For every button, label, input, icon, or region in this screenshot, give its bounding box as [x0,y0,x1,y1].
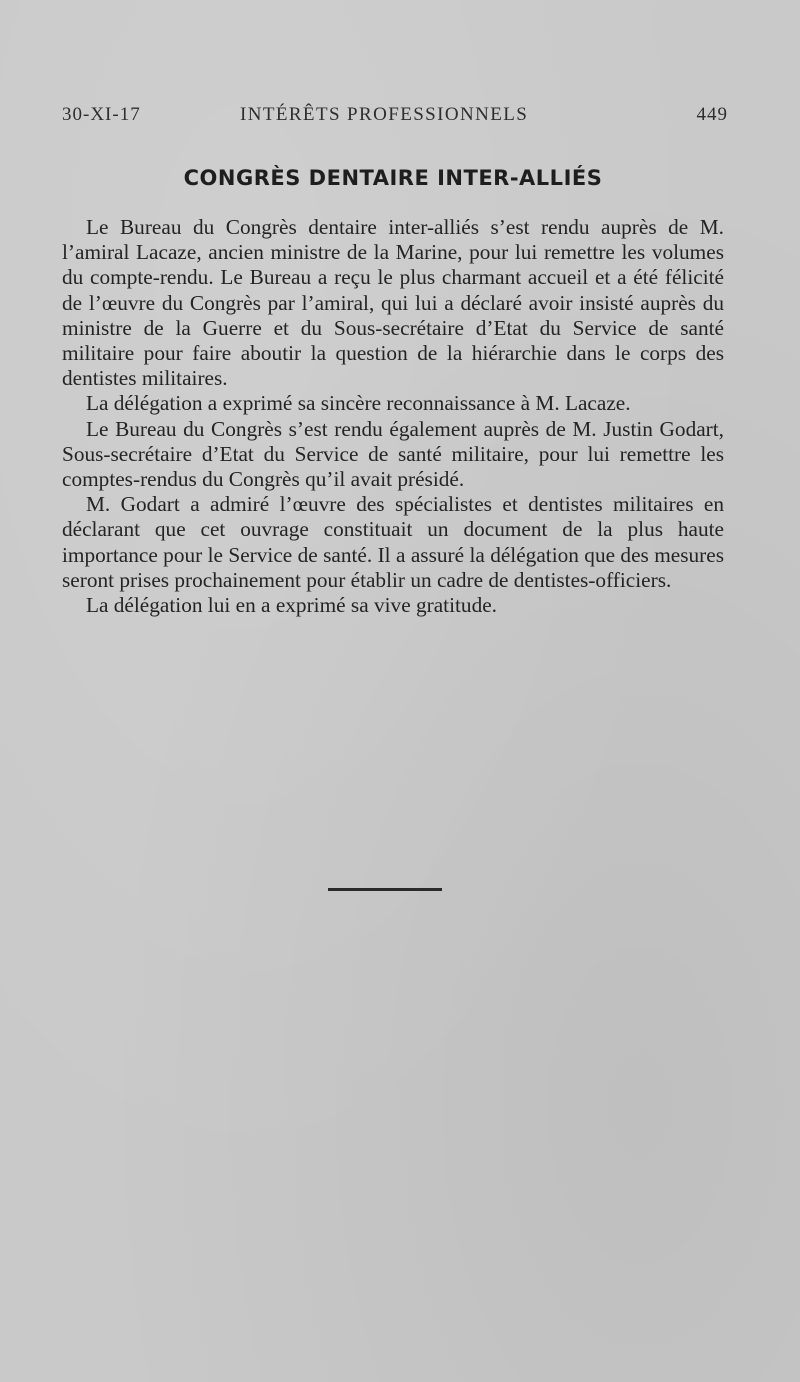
running-head [62,104,728,130]
article-body [62,215,724,618]
page-number: 449 [696,104,728,125]
paragraph-2: La délégation a exprimé sa sincère reconnaissance à M. Lacaze. [86,391,631,416]
paragraph-3: Le Bureau du Congrès s’est rendu également auprès de M. Justin Godart, Sous-secrétaire d’Etat du Service de santé militaire, pour lui remettre les comptes-rendus du Congrès qu’il avait présidé. [62,416,724,492]
end-rule [328,888,442,891]
section-title: INTÉRÊTS PROFESSIONNELS [240,104,529,125]
paragraph-4: M. Godart a admiré l’œuvre des spécialistes et dentistes militaires en déclarant que cet ouvrage constituait un document de la plus haute importance pour le Service de santé. Il a assuré la délégation que des mesures seront prises prochainement pour établir un cadre de dentistes-officiers. [62,492,724,592]
paragraph-1: Le Bureau du Congrès dentaire inter-alliés s’est rendu auprès de M. l’amiral Lacaze, ancien ministre de la Marine, pour lui remettre les volumes du compte-rendu. Le Bureau a reçu le plus charmant accueil et a été félicité de l’œuvre du Congrès par l’amiral, qui lui a déclaré avoir insisté auprès du ministre de la Guerre et du Sous-secrétaire d’Etat du Service de santé militaire pour faire aboutir la question de la hiérarchie dans le corps des dentistes militaires. [62,215,724,391]
article-title: CONGRÈS DENTAIRE INTER-ALLIÉS [183,166,603,190]
paragraph-5: La délégation lui en a exprimé sa vive gratitude. [86,593,497,618]
issue-date: 30-XI-17 [62,104,141,125]
